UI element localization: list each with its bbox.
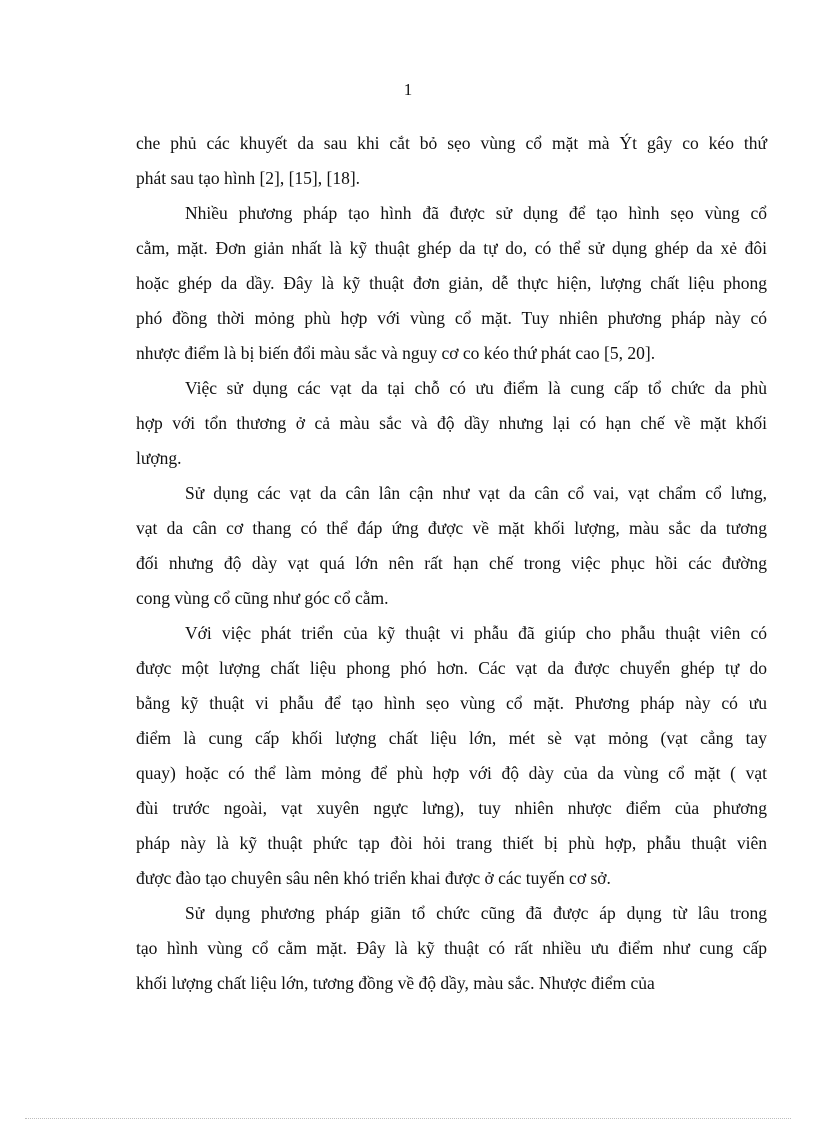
text-line: được một lượng chất liệu phong phó hơn. Các vạt da được chuyển ghép tự do <box>136 658 767 678</box>
text-line: Sử dụng các vạt da cân lân cận như vạt da cân cổ vai, vạt chẩm cổ lưng, <box>185 483 767 503</box>
page-number: 1 <box>403 80 413 99</box>
text-line: tạo hình vùng cổ cằm mặt. Đây là kỹ thuật có rất nhiều ưu điểm như cung cấp <box>136 938 767 958</box>
text-line: nhược điểm là bị biến đổi màu sắc và nguy cơ co kéo thứ phát cao [5, 20]. <box>136 343 656 363</box>
text-line: che phủ các khuyết da sau khi cắt bỏ sẹo vùng cổ mặt mà Ýt gây co kéo thứ <box>136 133 767 153</box>
text-line: đùi trước ngoài, vạt xuyên ngực lưng), tuy nhiên nhược điểm của phương <box>136 798 767 818</box>
text-line: Sử dụng phương pháp giãn tổ chức cũng đã được áp dụng từ lâu trong <box>185 903 767 923</box>
text-line: đối nhưng độ dày vạt quá lớn nên rất hạn chế trong việc phục hồi các đường <box>136 553 767 573</box>
text-line: cong vùng cổ cũng như góc cổ cằm. <box>136 588 389 608</box>
text-line: điểm là cung cấp khối lượng chất liệu lớn, mét sè vạt mỏng (vạt cẳng tay <box>136 728 767 748</box>
text-line: hoặc ghép da dầy. Đây là kỹ thuật đơn giản, dễ thực hiện, lượng chất liệu phong <box>136 273 767 293</box>
text-line: phát sau tạo hình [2], [15], [18]. <box>136 168 361 188</box>
text-line: cằm, mặt. Đơn giản nhất là kỹ thuật ghép da tự do, có thể sử dụng ghép da xẻ đôi <box>136 238 767 258</box>
text-line: được đào tạo chuyên sâu nên khó triển khai được ở các tuyến cơ sở. <box>136 868 611 888</box>
text-line: lượng. <box>136 448 182 468</box>
body-text <box>136 126 767 1001</box>
text-line: khối lượng chất liệu lớn, tương đồng về độ dầy, màu sắc. Nhược điểm của <box>136 973 655 993</box>
page-bottom-divider <box>25 1118 791 1119</box>
text-line: Với việc phát triển của kỹ thuật vi phẫu đã giúp cho phẫu thuật viên có <box>185 623 767 643</box>
text-line: Việc sử dụng các vạt da tại chỗ có ưu điểm là cung cấp tổ chức da phù <box>185 378 767 398</box>
text-line: quay) hoặc có thể làm mỏng để phù hợp với độ dày của da vùng cổ mặt ( vạt <box>136 763 767 783</box>
text-line: pháp này là kỹ thuật phức tạp đòi hỏi trang thiết bị phù hợp, phẫu thuật viên <box>136 833 767 853</box>
text-line: phó đồng thời mỏng phù hợp với vùng cổ mặt. Tuy nhiên phương pháp này có <box>136 308 767 328</box>
text-line: Nhiều phương pháp tạo hình đã được sử dụng để tạo hình sẹo vùng cổ <box>185 203 767 223</box>
text-line: bằng kỹ thuật vi phẫu để tạo hình sẹo vùng cổ mặt. Phương pháp này có ưu <box>136 693 767 713</box>
text-line: vạt da cân cơ thang có thể đáp ứng được về mặt khối lượng, màu sắc da tương <box>136 518 767 538</box>
text-line: hợp với tổn thương ở cả màu sắc và độ dầy nhưng lại có hạn chế về mặt khối <box>136 413 767 433</box>
